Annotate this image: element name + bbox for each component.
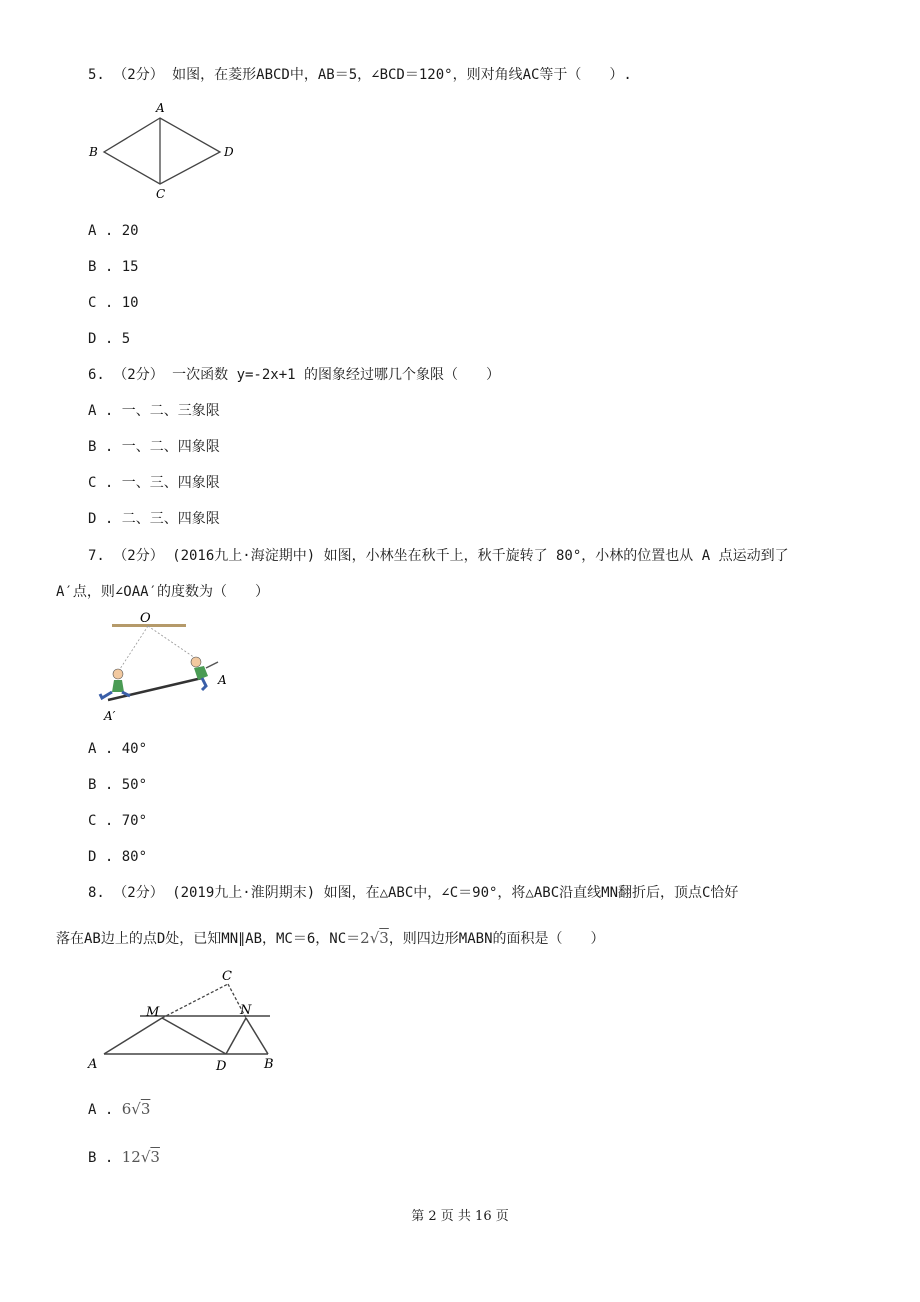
segment-md <box>162 1018 226 1054</box>
q8-stem-line2 <box>56 929 605 948</box>
q8-stem-line2-after: ，则四边形MABN的面积是（ ） <box>388 931 605 947</box>
child-left-icon <box>100 669 130 698</box>
label-n: N <box>240 1003 252 1018</box>
label-b: B <box>89 145 98 159</box>
label-a-prime: A′ <box>104 709 116 723</box>
label-c: C <box>156 187 166 201</box>
page-footer: 第 2 页 共 16 页 <box>411 1209 509 1224</box>
q7-option-d: D . 80° <box>88 849 148 865</box>
child-right-icon <box>191 657 218 690</box>
q7-swing-figure <box>90 612 250 724</box>
label-a: A <box>218 673 227 687</box>
label-d: D <box>216 1059 227 1074</box>
label-m: M <box>146 1005 160 1020</box>
q8-radical-2sqrt3: 2√3 <box>360 929 389 947</box>
label-b: B <box>264 1057 274 1072</box>
label-a: A <box>156 101 165 115</box>
q8-option-b: B . 12√3 <box>88 1148 160 1166</box>
q5-option-d: D . 5 <box>88 331 131 347</box>
q8-option-b-radical: 12√3 <box>121 1148 160 1166</box>
q6-option-c: C . 一、三、四象限 <box>88 475 220 491</box>
rhombus-abcd <box>104 118 220 184</box>
q5-stem: 5. （2分） 如图，在菱形ABCD中，AB＝5，∠BCD＝120°，则对角线AC等于（ ）. <box>88 67 632 83</box>
q6-option-d: D . 二、三、四象限 <box>88 511 220 527</box>
q5-option-a: A . 20 <box>88 223 139 239</box>
q7-option-a: A . 40° <box>88 741 148 757</box>
label-c: C <box>222 969 232 984</box>
q6-option-a: A . 一、二、三象限 <box>88 403 220 419</box>
q8-option-a: A . 6√3 <box>88 1100 151 1118</box>
q6-option-b: B . 一、二、四象限 <box>88 439 220 455</box>
side-nb <box>246 1018 268 1054</box>
dashed-mc <box>162 984 228 1018</box>
q5-option-b: B . 15 <box>88 259 139 275</box>
q8-stem-line1: 8. （2分） (2019九上·淮阴期末) 如图，在△ABC中，∠C＝90°，将△ABC沿直线MN翻折后，顶点C恰好 <box>88 885 739 901</box>
q7-stem-line2: A′点，则∠OAA′的度数为（ ） <box>56 584 270 600</box>
q7-stem-line1: 7. （2分） (2016九上·海淀期中) 如图，小林坐在秋千上，秋千旋转了 80°，小林的位置也从 A 点运动到了 <box>88 548 789 564</box>
q6-stem: 6. （2分） 一次函数 y=-2x+1 的图象经过哪几个象限（ ） <box>88 367 501 383</box>
q8-stem-line2-before: 落在AB边上的点D处，已知MN∥AB，MC＝6，NC＝ <box>56 931 361 947</box>
side-am <box>104 1018 162 1054</box>
q7-option-c: C . 70° <box>88 813 148 829</box>
q7-option-b: B . 50° <box>88 777 148 793</box>
label-o: O <box>140 612 151 626</box>
label-d: D <box>224 145 234 159</box>
rope-right <box>148 626 198 660</box>
q8-option-a-radical: 6√3 <box>121 1100 151 1118</box>
q5-rhombus-figure <box>84 98 244 206</box>
q5-option-c: C . 10 <box>88 295 139 311</box>
rope-left <box>118 626 148 672</box>
q8-triangle-figure <box>84 962 284 1074</box>
segment-dn <box>226 1018 246 1054</box>
label-a: A <box>88 1057 98 1072</box>
